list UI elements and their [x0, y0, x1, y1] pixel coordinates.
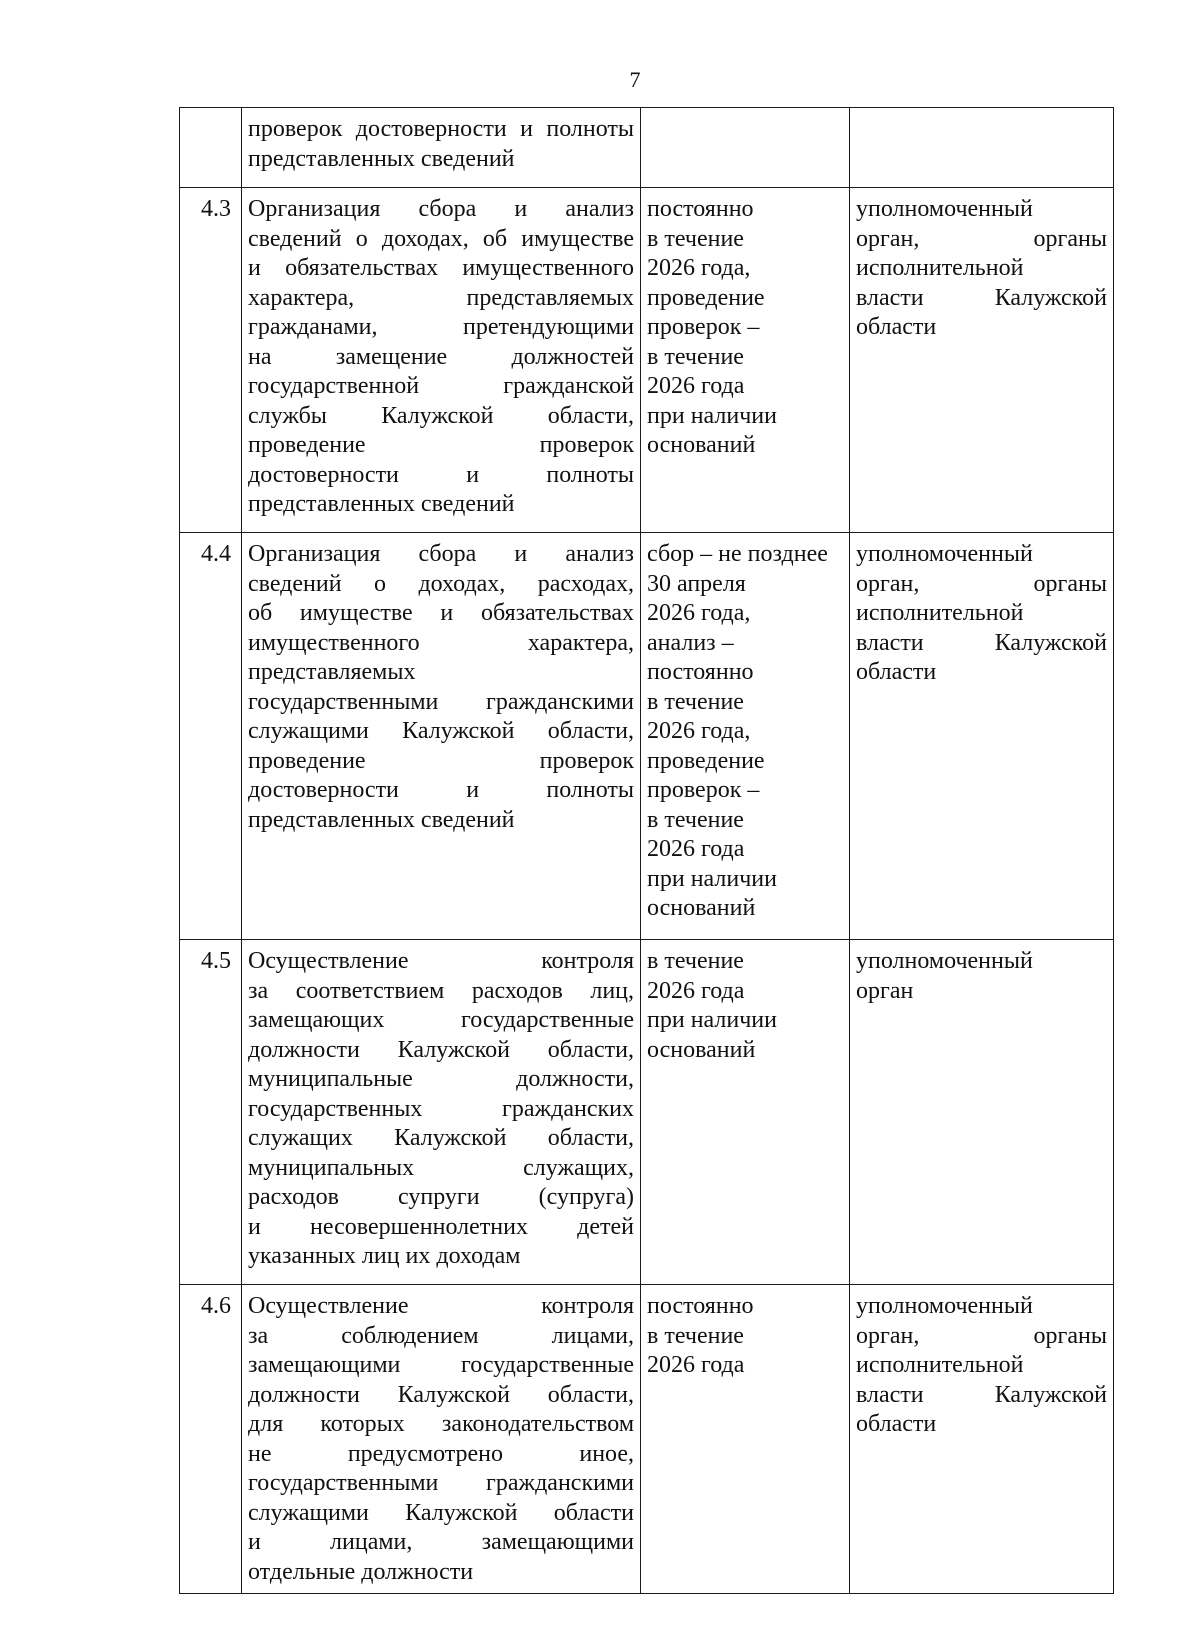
term-line: 2026 года — [647, 1352, 745, 1378]
event-line: представленных сведений — [248, 491, 515, 517]
term-line: в течение — [647, 948, 744, 974]
event-cell — [242, 188, 641, 533]
event-line: представляемых — [248, 659, 416, 685]
event-line: для которых законодательством — [248, 1411, 634, 1437]
event-line: муниципальных служащих, — [248, 1154, 634, 1181]
event-line: не предусмотрено иное, — [248, 1440, 634, 1467]
term-cell — [641, 188, 850, 533]
event-line: и несовершеннолетних детей — [248, 1213, 634, 1240]
term-line: 2026 года — [647, 373, 745, 399]
event-line: Осуществление контроля — [248, 948, 634, 974]
plan-table-body — [180, 108, 1114, 1594]
responsible-line: области — [856, 659, 937, 685]
item-number-cell — [180, 108, 242, 188]
term-line: 2026 года, — [647, 255, 751, 281]
event-line: должности Калужской области, — [248, 1036, 634, 1063]
event-line: имущественного характера, — [248, 629, 634, 656]
table-row — [180, 1285, 1114, 1594]
event-cell — [242, 108, 641, 188]
responsible-line: уполномоченный — [856, 948, 1033, 974]
responsible-line: исполнительной — [856, 255, 1024, 281]
event-line: расходов супруги (супруга) — [248, 1184, 634, 1210]
term-cell — [641, 1285, 850, 1594]
item-number-cell: 4.3 — [180, 188, 242, 533]
responsible-line: орган, органы — [856, 225, 1107, 252]
event-line: Осуществление контроля — [248, 1293, 634, 1319]
term-line: анализ – — [647, 629, 734, 656]
responsible-line: орган — [856, 977, 914, 1004]
term-line: при наличии — [647, 1007, 777, 1033]
event-line: должности Калужской области, — [248, 1381, 634, 1408]
event-line: служащих Калужской области, — [248, 1125, 634, 1151]
term-cell — [641, 940, 850, 1285]
event-line: служащими Калужской области, — [248, 718, 634, 744]
event-cell — [242, 533, 641, 940]
item-number-cell: 4.6 — [180, 1285, 242, 1594]
event-line: за соответствием расходов лиц, — [248, 977, 634, 1004]
term-cell — [641, 533, 850, 940]
responsible-cell — [850, 533, 1114, 940]
responsible-line: уполномоченный — [856, 541, 1033, 567]
term-line: проведение — [647, 284, 765, 311]
responsible-line: орган, органы — [856, 570, 1107, 597]
event-line: государственной гражданской — [248, 373, 634, 399]
term-line: проверок – — [647, 777, 760, 803]
term-line: в течение — [647, 343, 744, 370]
event-line: и лицами, замещающими — [248, 1529, 634, 1555]
term-line: постоянно — [647, 659, 754, 685]
responsible-line: уполномоченный — [856, 1293, 1033, 1319]
responsible-line: исполнительной — [856, 1352, 1024, 1378]
event-line: характера, представляемых — [248, 284, 634, 311]
event-line: замещающих государственные — [248, 1007, 634, 1033]
event-line: отдельные должности — [248, 1558, 474, 1585]
event-line: об имуществе и обязательствах — [248, 600, 634, 626]
event-line: замещающими государственные — [248, 1352, 634, 1378]
item-number-cell: 4.4 — [180, 533, 242, 940]
event-line: государственными гражданскими — [248, 1470, 634, 1496]
term-line: 2026 года — [647, 977, 745, 1004]
responsible-cell — [850, 1285, 1114, 1594]
term-line: проведение — [647, 747, 765, 774]
plan-table — [179, 107, 1114, 1594]
event-line: службы Калужской области, — [248, 402, 634, 429]
term-line: в течение — [647, 1322, 744, 1349]
event-line: государственных гражданских — [248, 1095, 634, 1122]
event-line: за соблюдением лицами, — [248, 1322, 634, 1349]
term-line: постоянно — [647, 196, 754, 222]
table-row — [180, 188, 1114, 533]
term-line: постоянно — [647, 1293, 754, 1319]
term-line: проверок – — [647, 314, 760, 340]
responsible-line: области — [856, 1411, 937, 1437]
responsible-line: уполномоченный — [856, 196, 1033, 222]
event-line: государственными гражданскими — [248, 688, 634, 715]
term-line: оснований — [647, 895, 756, 921]
event-cell — [242, 940, 641, 1285]
event-line: проведение проверок — [248, 747, 634, 774]
event-line: служащими Калужской области — [248, 1499, 634, 1526]
event-line: представленных сведений — [248, 145, 515, 172]
event-line: и обязательствах имущественного — [248, 255, 634, 281]
responsible-cell — [850, 188, 1114, 533]
responsible-line: власти Калужской — [856, 629, 1107, 656]
term-line: 2026 года, — [647, 600, 751, 626]
event-cell — [242, 1285, 641, 1594]
event-line: на замещение должностей — [248, 343, 634, 370]
event-line: указанных лиц их доходам — [248, 1243, 521, 1269]
responsible-line: орган, органы — [856, 1322, 1107, 1349]
event-line: представленных сведений — [248, 806, 515, 833]
table-row — [180, 108, 1114, 188]
term-line: при наличии — [647, 402, 777, 429]
event-line: достоверности и полноты — [248, 461, 634, 488]
term-line: при наличии — [647, 865, 777, 892]
event-line: достоверности и полноты — [248, 777, 634, 803]
responsible-line: области — [856, 314, 937, 340]
event-line: проверок достоверности и полноты — [248, 116, 634, 142]
term-line: сбор – не позднее — [647, 541, 828, 567]
event-line: сведений о доходах, расходах, — [248, 570, 634, 597]
responsible-line: власти Калужской — [856, 284, 1107, 311]
term-line: в течение — [647, 806, 744, 833]
event-line: Организация сбора и анализ — [248, 541, 634, 567]
responsible-line: власти Калужской — [856, 1381, 1107, 1408]
term-line: оснований — [647, 1036, 756, 1063]
event-line: Организация сбора и анализ — [248, 196, 634, 222]
item-number-cell: 4.5 — [180, 940, 242, 1285]
table-row — [180, 533, 1114, 940]
responsible-cell — [850, 940, 1114, 1285]
term-line: 2026 года, — [647, 718, 751, 744]
event-line: гражданами, претендующими — [248, 314, 634, 340]
term-line: 2026 года — [647, 836, 745, 862]
page-number: 7 — [629, 67, 641, 92]
event-line: муниципальные должности, — [248, 1066, 634, 1092]
term-cell — [641, 108, 850, 188]
term-line: 30 апреля — [647, 570, 746, 597]
event-line: проведение проверок — [248, 432, 634, 458]
term-line: в течение — [647, 688, 744, 715]
responsible-line: исполнительной — [856, 600, 1024, 626]
responsible-cell — [850, 108, 1114, 188]
term-line: оснований — [647, 432, 756, 458]
event-line: сведений о доходах, об имуществе — [248, 225, 634, 252]
term-line: в течение — [647, 225, 744, 252]
table-row — [180, 940, 1114, 1285]
